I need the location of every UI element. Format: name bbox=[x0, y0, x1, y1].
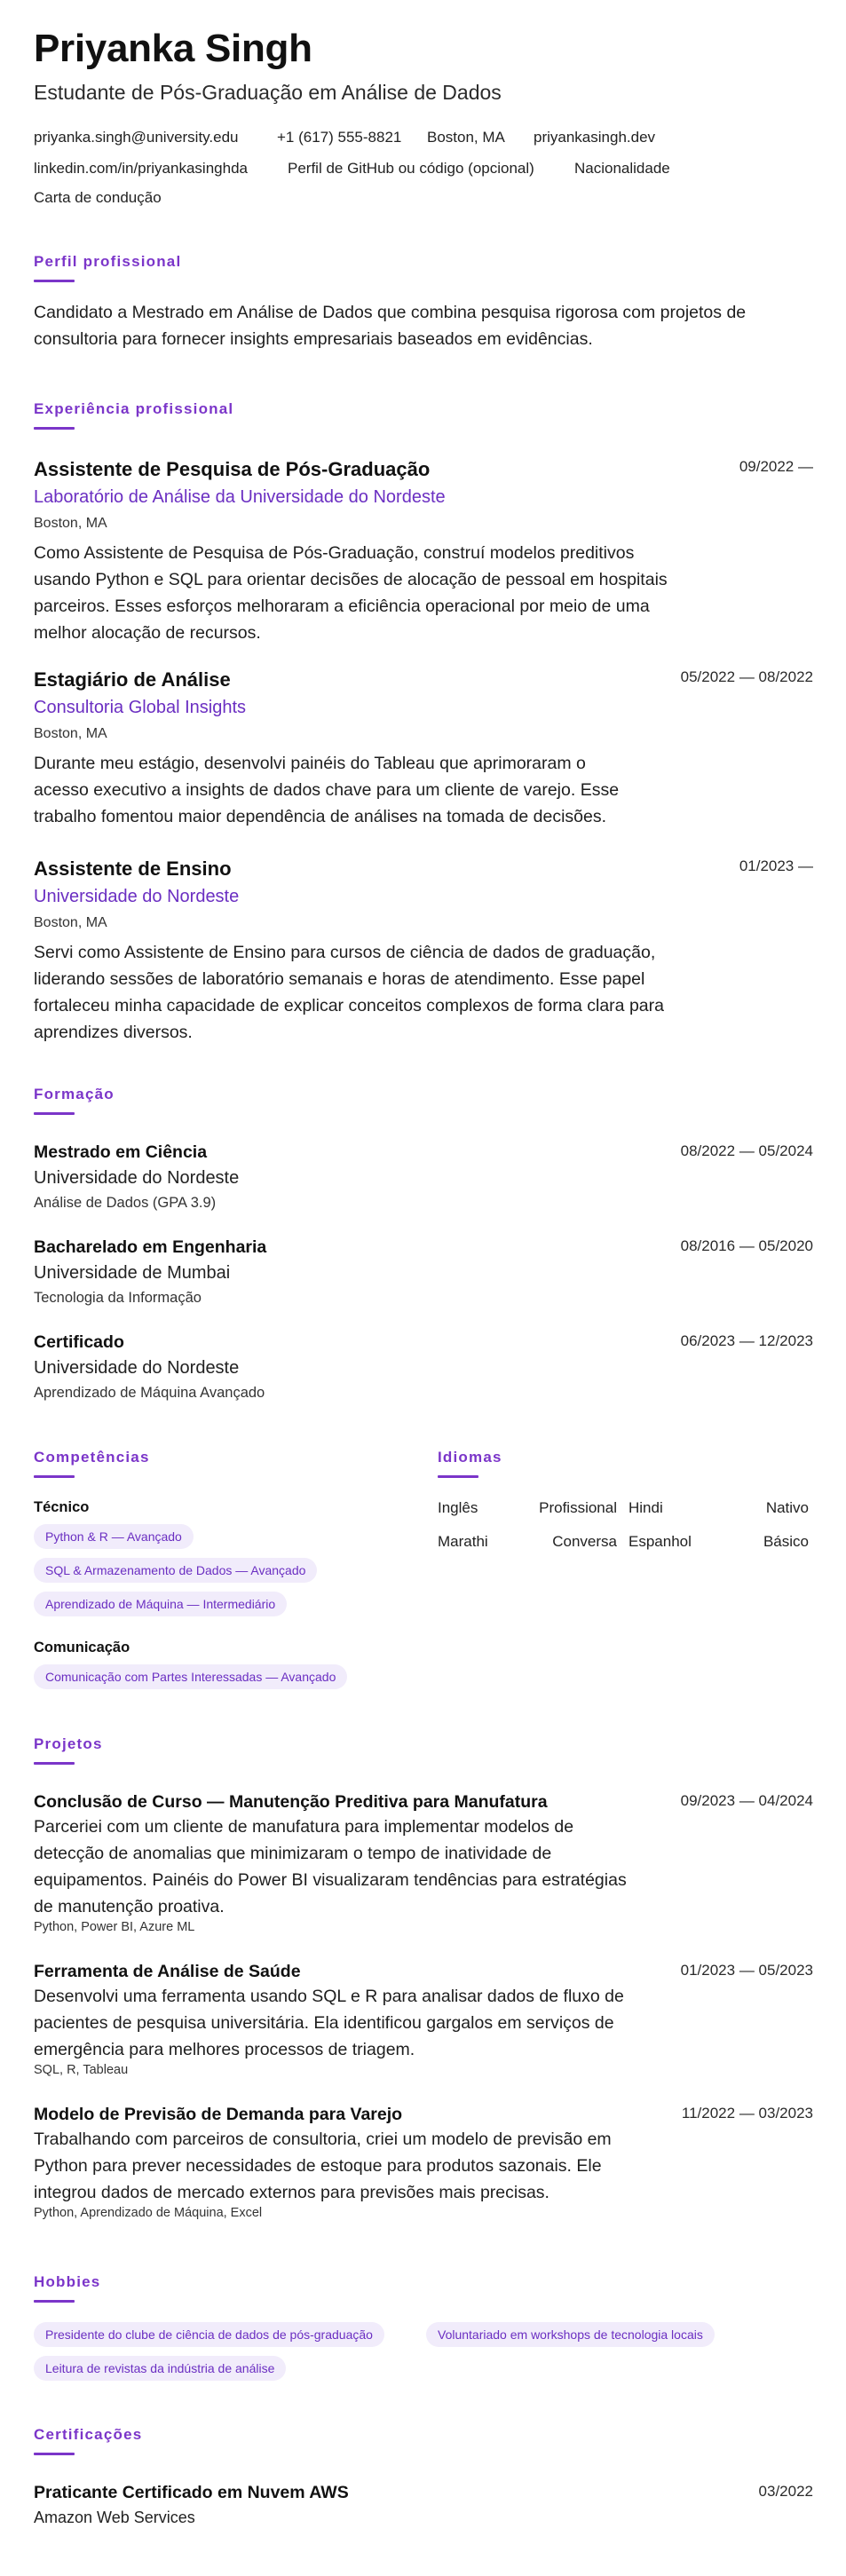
language-name: Hindi bbox=[629, 1499, 663, 1516]
language-level: Profissional bbox=[539, 1499, 617, 1516]
contact-location: Boston, MA bbox=[427, 129, 505, 146]
education-degree: Certificado bbox=[34, 1332, 124, 1352]
contact-license: Carta de condução bbox=[34, 189, 162, 206]
section-title-education: Formação bbox=[34, 1086, 115, 1102]
contact-phone[interactable]: +1 (617) 555-8821 bbox=[277, 129, 402, 146]
education-institution: Universidade do Nordeste bbox=[34, 1358, 240, 1378]
education-date: 06/2023 — 12/2023 bbox=[680, 1332, 813, 1349]
section-title-skills: Competências bbox=[34, 1449, 150, 1466]
education-date: 08/2016 — 05/2020 bbox=[680, 1237, 813, 1254]
language-level: Conversa bbox=[552, 1533, 617, 1550]
section-divider bbox=[438, 1475, 478, 1478]
job-description: Servi como Assistente de Ensino para cursos de ciência de dados de graduação, liderando sessões de laboratório semanais e horas de atendimento. Esse papel fortaleceu minha capacidade de explicar conceitos complexos de forma clara para aprendizes diversos. bbox=[34, 943, 664, 1042]
skill-group-title: Comunicação bbox=[34, 1640, 130, 1655]
skill-chip: Comunicação com Partes Interessadas — Avançado bbox=[34, 1664, 347, 1689]
section-divider bbox=[34, 1475, 75, 1478]
job-description: Durante meu estágio, desenvolvi painéis do Tableau que aprimoraram o acesso executivo a insights de dados chave para um cliente de varejo. Esse trabalho fomentou maior dependência de análises na tomada de decisões. bbox=[34, 754, 620, 826]
section-divider bbox=[34, 2300, 75, 2303]
education-institution: Universidade de Mumbai bbox=[34, 1263, 231, 1283]
section-title-projects: Projetos bbox=[34, 1735, 103, 1752]
project-tech: Python, Aprendizado de Máquina, Excel bbox=[34, 2206, 263, 2220]
certification-date: 03/2022 bbox=[758, 2483, 813, 2500]
job-organization: Universidade do Nordeste bbox=[34, 887, 240, 906]
job-description: Como Assistente de Pesquisa de Pós-Graduação, construí modelos preditivos usando Python e SQL para orientar decisões de alocação de pessoal em hospitais parceiros. Esses esforços melhoraram a eficiência operacional por meio de uma melhor alocação de recursos. bbox=[34, 543, 668, 643]
job-location: Boston, MA bbox=[34, 726, 107, 741]
education-degree: Mestrado em Ciência bbox=[34, 1142, 208, 1162]
section-title-profile: Perfil profissional bbox=[34, 253, 182, 270]
job-title: Estagiário de Análise bbox=[34, 668, 231, 691]
contact-github[interactable]: Perfil de GitHub ou código (opcional) bbox=[288, 160, 534, 177]
contact-email[interactable]: priyanka.singh@university.edu bbox=[34, 129, 239, 146]
project-title: Conclusão de Curso — Manutenção Preditiva para Manufatura bbox=[34, 1792, 548, 1812]
section-divider bbox=[34, 427, 75, 430]
section-title-hobbies: Hobbies bbox=[34, 2273, 101, 2290]
project-tech: SQL, R, Tableau bbox=[34, 2063, 129, 2077]
education-degree: Bacharelado em Engenharia bbox=[34, 1237, 267, 1257]
profile-summary: Candidato a Mestrado em Análise de Dados que combina pesquisa rigorosa com projetos de consultoria para fornecer insights empresariais baseados em evidências. bbox=[34, 303, 747, 349]
language-name: Inglês bbox=[438, 1499, 478, 1516]
contact-website[interactable]: priyankasingh.dev bbox=[534, 129, 656, 146]
education-institution: Universidade do Nordeste bbox=[34, 1168, 240, 1188]
skill-chip: Aprendizado de Máquina — Intermediário bbox=[34, 1592, 287, 1616]
job-date: 01/2023 — bbox=[739, 857, 813, 874]
skill-group-title: Técnico bbox=[34, 1499, 90, 1515]
language-name: Espanhol bbox=[629, 1533, 692, 1550]
section-divider bbox=[34, 1112, 75, 1115]
project-date: 09/2023 — 04/2024 bbox=[680, 1792, 813, 1809]
section-title-certifications: Certificações bbox=[34, 2426, 143, 2443]
education-field: Análise de Dados (GPA 3.9) bbox=[34, 1195, 217, 1211]
job-date: 05/2022 — 08/2022 bbox=[680, 668, 813, 685]
job-location: Boston, MA bbox=[34, 915, 107, 930]
section-title-languages: Idiomas bbox=[438, 1449, 502, 1466]
education-field: Tecnologia da Informação bbox=[34, 1290, 202, 1306]
contact-nationality: Nacionalidade bbox=[574, 160, 670, 177]
job-location: Boston, MA bbox=[34, 516, 107, 531]
job-title: Assistente de Pesquisa de Pós-Graduação bbox=[34, 458, 431, 480]
project-description: Trabalhando com parceiros de consultoria, criei um modelo de previsão em Python para prever necessidades de estoque para produtos sazonais. Ele integrou dados de mercado externos para previsões mais precisas. bbox=[34, 2130, 612, 2202]
project-description: Desenvolvi uma ferramenta usando SQL e R para analisar dados de fluxo de pacientes de pesquisa universitária. Ela identificou gargalos em serviços de emergência para melhores processos de triagem. bbox=[34, 1987, 624, 2059]
project-date: 01/2023 — 05/2023 bbox=[680, 1962, 813, 1979]
section-divider bbox=[34, 1762, 75, 1765]
project-title: Modelo de Previsão de Demanda para Varejo bbox=[34, 2105, 403, 2124]
candidate-subtitle: Estudante de Pós-Graduação em Análise de Dados bbox=[34, 81, 502, 104]
education-date: 08/2022 — 05/2024 bbox=[680, 1142, 813, 1159]
project-title: Ferramenta de Análise de Saúde bbox=[34, 1962, 301, 1981]
language-level: Nativo bbox=[765, 1499, 809, 1516]
hobby-chip: Leitura de revistas da indústria de análise bbox=[34, 2356, 286, 2381]
language-name: Marathi bbox=[438, 1533, 488, 1550]
skill-chip: Python & R — Avançado bbox=[34, 1524, 194, 1549]
job-organization: Laboratório de Análise da Universidade do Nordeste bbox=[34, 487, 446, 507]
section-title-experience: Experiência profissional bbox=[34, 400, 234, 417]
contact-linkedin[interactable]: linkedin.com/in/priyankasinghda bbox=[34, 160, 248, 177]
certification-name: Praticante Certificado em Nuvem AWS bbox=[34, 2483, 349, 2502]
candidate-name: Priyanka Singh bbox=[34, 27, 312, 70]
certification-issuer: Amazon Web Services bbox=[34, 2509, 195, 2526]
skill-chip: SQL & Armazenamento de Dados — Avançado bbox=[34, 1558, 317, 1583]
section-divider bbox=[34, 280, 75, 282]
education-field: Aprendizado de Máquina Avançado bbox=[34, 1385, 265, 1401]
job-organization: Consultoria Global Insights bbox=[34, 698, 247, 717]
section-divider bbox=[34, 2453, 75, 2455]
project-tech: Python, Power BI, Azure ML bbox=[34, 1920, 195, 1934]
hobby-chip: Presidente do clube de ciência de dados de pós-graduação bbox=[34, 2322, 384, 2347]
language-level: Básico bbox=[763, 1533, 809, 1550]
project-description: Parceriei com um cliente de manufatura para implementar modelos de detecção de anomalias que minimizaram o tempo de inatividade de equipamentos. Painéis do Power BI visualizaram tendências para estratégias de manutenção proativa. bbox=[34, 1817, 627, 1916]
project-date: 11/2022 — 03/2023 bbox=[681, 2105, 813, 2122]
job-title: Assistente de Ensino bbox=[34, 857, 232, 880]
job-date: 09/2022 — bbox=[739, 458, 813, 475]
hobby-chip: Voluntariado em workshops de tecnologia locais bbox=[426, 2322, 715, 2347]
